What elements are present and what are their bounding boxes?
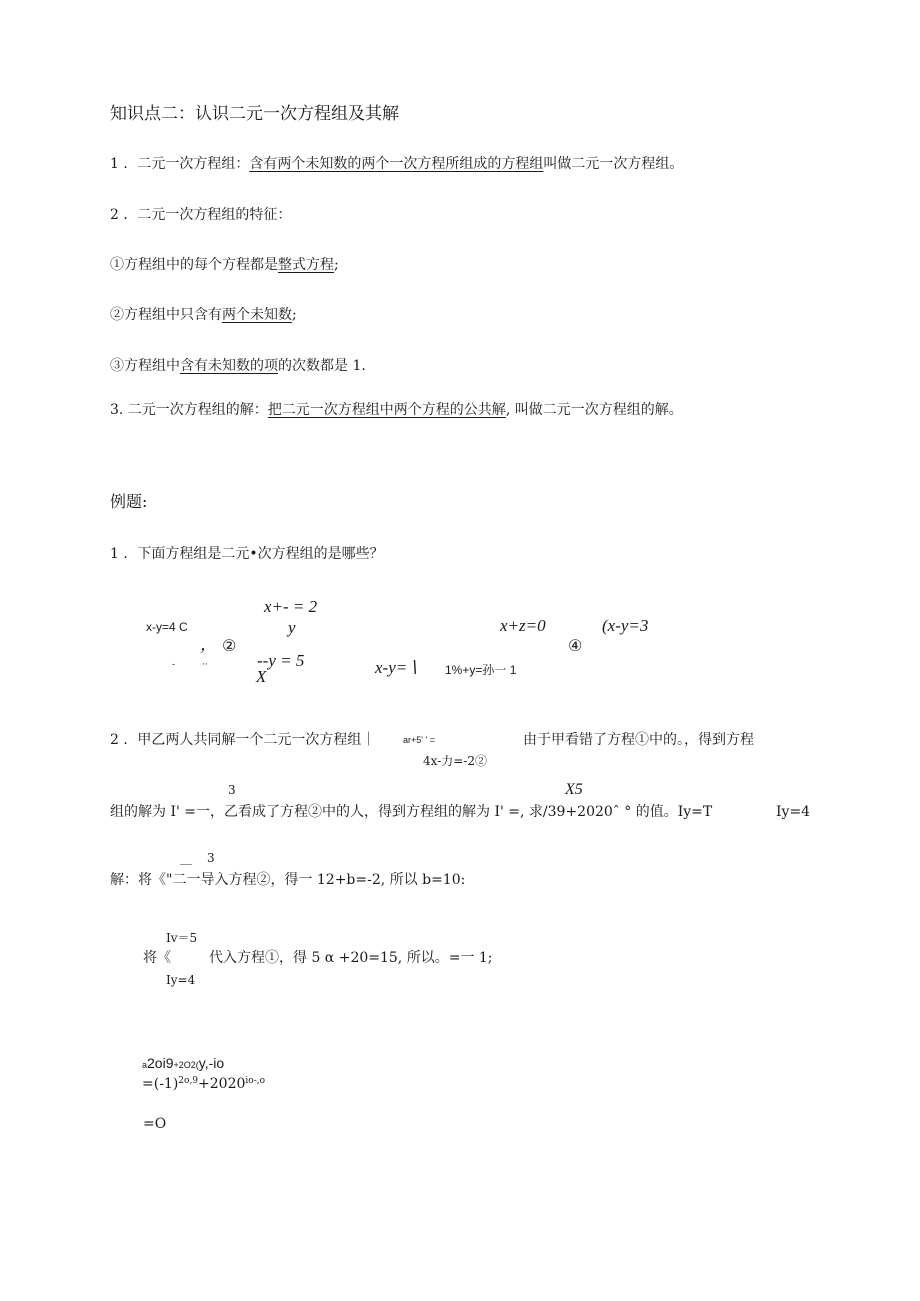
example-2-x5: X5	[565, 781, 583, 798]
example-2-text: 甲乙两人共同解一个二元一次方程组｜	[137, 732, 376, 748]
feature-2-suffix: ;	[292, 307, 297, 323]
system-c-bottom: x-y=∖	[375, 658, 419, 677]
example-2-equation-2: 4x-力=-2②	[423, 754, 487, 768]
solution-calc-1-a: a	[142, 1060, 148, 1070]
solution-calc-1-c: +2O2(	[173, 1060, 199, 1070]
system-a-equation: x-y=4 C	[146, 620, 188, 634]
circled-4-label: ④	[568, 636, 583, 655]
solution-iy4: Iy=4	[166, 973, 196, 987]
solution-calc-2-c: +2020	[198, 1076, 246, 1092]
item-1	[110, 155, 683, 173]
example-2-equation-1: ar+5' ' =	[403, 735, 435, 745]
feature-1-suffix: ;	[334, 257, 339, 273]
system-a-mark-1: -	[172, 660, 176, 670]
item-1-number: 1	[110, 156, 119, 172]
item-3-prefix: 3. 二元一次方程组的解：	[110, 402, 268, 418]
example-2-line-2: 组的解为 I' =一，乙看成了方程②中的人，得到方程组的解为 I' =, 求/39+2020ˆ ° 的值。Iy=T	[110, 804, 713, 820]
solution-calc-2-d: io-,o	[245, 1076, 266, 1086]
solution-calc-2-b: 2o,9	[178, 1076, 199, 1086]
system-b-x: X	[256, 667, 267, 686]
feature-1-underlined: 整式方程	[278, 257, 334, 273]
item-1-definition: 含有两个未知数的两个一次方程所组成的方程组	[249, 156, 544, 172]
system-d: (x-y=3	[602, 616, 649, 635]
solution-line-1: 解：将《"二一导入方程②，得一 12+b=-2, 所以 b=10:	[110, 872, 466, 888]
example-2-number: 2	[110, 732, 119, 748]
item-3-underlined: 把二元一次方程组中两个方程的公共解	[267, 402, 506, 418]
example-1	[110, 545, 384, 563]
solution-sub-prefix: 将《	[143, 950, 171, 966]
feature-3-underlined: 含有未知数的项	[180, 358, 278, 374]
item-2-dot: ．	[123, 207, 138, 223]
system-b-y: y	[288, 618, 296, 637]
item-3-suffix: , 叫做二元一次方程组的解。	[505, 402, 683, 418]
system-b-comma: ，	[200, 635, 217, 654]
system-b-top: x+- = 2	[264, 597, 318, 616]
feature-1-prefix: ①方程组中的每个方程都是	[110, 257, 278, 273]
system-c-top: x+z=0	[500, 616, 546, 635]
feature-3-prefix: ③方程组中	[110, 358, 180, 374]
feature-2-underlined: 两个未知数	[222, 307, 292, 323]
system-b-bottom: --y = 5	[257, 651, 305, 670]
item-2-text: 二元一次方程组的特征：	[137, 207, 292, 223]
item-2-number: 2	[110, 207, 119, 223]
solution-bar: __	[180, 851, 192, 865]
circled-2-label: ②	[222, 636, 237, 655]
system-a-mark-2: ··	[202, 660, 208, 670]
example-2-dot: ．	[123, 732, 138, 748]
system-c-right: 1%+y=孙一 1	[445, 663, 517, 677]
examples-title: 例题:	[110, 492, 148, 511]
solution-result: =O	[143, 1116, 167, 1132]
solution-calc-2	[142, 1072, 265, 1093]
feature-1	[110, 256, 339, 274]
solution-calc-1-d: y,-io	[198, 1055, 225, 1071]
feature-3-suffix: 的次数都是 1.	[278, 358, 366, 374]
item-1-prefix: 二元一次方程组：	[137, 156, 250, 172]
item-3	[110, 401, 683, 419]
feature-2	[110, 306, 297, 324]
example-2-text-after: 由于甲看错了方程①中的。，得到方程	[523, 732, 754, 748]
feature-3	[110, 357, 366, 375]
example-1-text: 下面方程组是二元•次方程组的是哪些？	[137, 546, 384, 562]
example-2-three: 3	[228, 783, 236, 797]
example-1-dot: ．	[123, 546, 138, 562]
feature-2-prefix: ②方程组中只含有	[110, 307, 222, 323]
item-2	[110, 206, 291, 224]
item-1-dot: ．	[123, 156, 138, 172]
solution-calc-1	[142, 1054, 224, 1074]
solution-sub-rest: 代入方程①，得 5 α +20=15, 所以。=一 1;	[209, 950, 493, 966]
solution-calc-1-b: 2oi9	[147, 1055, 174, 1071]
solution-calc-2-a: =(-1)	[142, 1076, 179, 1092]
solution-three: 3	[207, 851, 215, 865]
example-2	[110, 731, 375, 749]
example-2-iy4: Iy=4	[776, 804, 811, 820]
example-1-number: 1	[110, 546, 119, 562]
item-1-suffix: 叫做二元一次方程组。	[543, 156, 684, 172]
page-heading: 知识点二：认识二元一次方程组及其解	[110, 104, 399, 124]
solution-iv5: Iv＝5	[166, 931, 198, 945]
